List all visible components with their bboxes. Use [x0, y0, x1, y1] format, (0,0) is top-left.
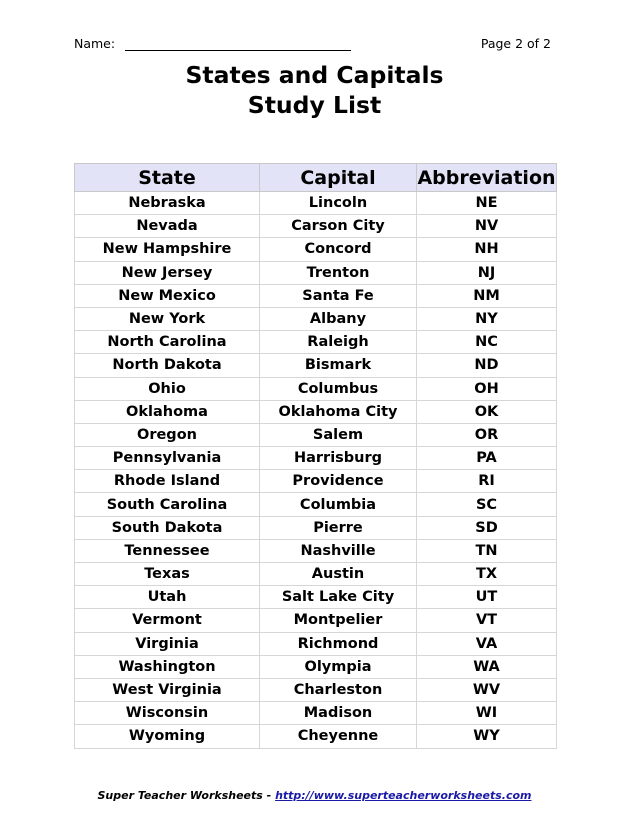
cell-capital: Carson City [260, 215, 417, 238]
states-capitals-table [74, 163, 557, 749]
table-row [75, 609, 557, 632]
cell-abbreviation: NM [417, 284, 557, 307]
table-row [75, 261, 557, 284]
cell-state: Vermont [75, 609, 260, 632]
table-row [75, 423, 557, 446]
table-row [75, 586, 557, 609]
table-row [75, 678, 557, 701]
cell-capital: Providence [260, 470, 417, 493]
cell-abbreviation: TN [417, 539, 557, 562]
table-row [75, 563, 557, 586]
cell-abbreviation: NH [417, 238, 557, 261]
cell-capital: Raleigh [260, 331, 417, 354]
cell-capital: Pierre [260, 516, 417, 539]
cell-state: Virginia [75, 632, 260, 655]
cell-abbreviation: SD [417, 516, 557, 539]
cell-abbreviation: OK [417, 400, 557, 423]
cell-abbreviation: VT [417, 609, 557, 632]
cell-state: Utah [75, 586, 260, 609]
cell-capital: Salem [260, 423, 417, 446]
cell-capital: Oklahoma City [260, 400, 417, 423]
cell-state: New Mexico [75, 284, 260, 307]
name-label: Name: [74, 36, 116, 51]
cell-abbreviation: WY [417, 725, 557, 748]
cell-capital: Salt Lake City [260, 586, 417, 609]
cell-capital: Cheyenne [260, 725, 417, 748]
table-row [75, 447, 557, 470]
title-line-2: Study List [247, 91, 382, 119]
table-body [75, 192, 557, 749]
cell-abbreviation: NE [417, 192, 557, 215]
table-row [75, 493, 557, 516]
cell-abbreviation: WA [417, 655, 557, 678]
cell-capital: Austin [260, 563, 417, 586]
name-blank-line[interactable] [125, 38, 351, 51]
cell-abbreviation: RI [417, 470, 557, 493]
cell-state: Wisconsin [75, 702, 260, 725]
table-row [75, 238, 557, 261]
table-row [75, 284, 557, 307]
column-header-capital: Capital [260, 164, 417, 192]
cell-capital: Lincoln [260, 192, 417, 215]
cell-state: Oregon [75, 423, 260, 446]
cell-abbreviation: OH [417, 377, 557, 400]
cell-state: Oklahoma [75, 400, 260, 423]
cell-state: Nevada [75, 215, 260, 238]
cell-state: Rhode Island [75, 470, 260, 493]
table-row [75, 215, 557, 238]
cell-abbreviation: VA [417, 632, 557, 655]
cell-capital: Nashville [260, 539, 417, 562]
cell-capital: Concord [260, 238, 417, 261]
cell-abbreviation: PA [417, 447, 557, 470]
cell-capital: Trenton [260, 261, 417, 284]
cell-state: New Hampshire [75, 238, 260, 261]
table-row [75, 655, 557, 678]
table-row [75, 377, 557, 400]
cell-state: Wyoming [75, 725, 260, 748]
table-row [75, 470, 557, 493]
cell-abbreviation: NJ [417, 261, 557, 284]
cell-capital: Santa Fe [260, 284, 417, 307]
column-header-state: State [75, 164, 260, 192]
table-row [75, 539, 557, 562]
cell-capital: Columbus [260, 377, 417, 400]
table-row [75, 354, 557, 377]
cell-capital: Richmond [260, 632, 417, 655]
cell-capital: Olympia [260, 655, 417, 678]
footer-url-link[interactable]: http://www.superteacherworksheets.com [275, 789, 532, 802]
footer-separator: - [266, 789, 272, 802]
cell-state: North Dakota [75, 354, 260, 377]
cell-state: New York [75, 307, 260, 330]
cell-abbreviation: ND [417, 354, 557, 377]
cell-abbreviation: WI [417, 702, 557, 725]
cell-abbreviation: UT [417, 586, 557, 609]
page-number: Page 2 of 2 [480, 36, 551, 51]
cell-capital: Bismark [260, 354, 417, 377]
cell-abbreviation: NV [417, 215, 557, 238]
column-header-abbreviation: Abbreviation [417, 164, 557, 192]
table-row [75, 331, 557, 354]
table-row [75, 192, 557, 215]
table-header-row [75, 164, 557, 192]
footer [0, 789, 629, 802]
footer-brand: Super Teacher Worksheets [97, 789, 263, 802]
cell-abbreviation: TX [417, 563, 557, 586]
name-field [74, 36, 351, 51]
cell-state: West Virginia [75, 678, 260, 701]
cell-capital: Madison [260, 702, 417, 725]
table-row [75, 516, 557, 539]
cell-state: New Jersey [75, 261, 260, 284]
cell-state: Tennessee [75, 539, 260, 562]
cell-state: North Carolina [75, 331, 260, 354]
cell-capital: Harrisburg [260, 447, 417, 470]
cell-state: Washington [75, 655, 260, 678]
cell-abbreviation: NC [417, 331, 557, 354]
table-row [75, 632, 557, 655]
cell-state: Pennsylvania [75, 447, 260, 470]
cell-abbreviation: WV [417, 678, 557, 701]
cell-capital: Albany [260, 307, 417, 330]
cell-state: South Dakota [75, 516, 260, 539]
table-row [75, 725, 557, 748]
cell-abbreviation: NY [417, 307, 557, 330]
table-row [75, 307, 557, 330]
title-line-1: States and Capitals [185, 61, 444, 89]
cell-state: South Carolina [75, 493, 260, 516]
cell-abbreviation: OR [417, 423, 557, 446]
cell-capital: Charleston [260, 678, 417, 701]
table-row [75, 702, 557, 725]
cell-capital: Montpelier [260, 609, 417, 632]
cell-state: Ohio [75, 377, 260, 400]
table-row [75, 400, 557, 423]
cell-abbreviation: SC [417, 493, 557, 516]
cell-state: Texas [75, 563, 260, 586]
cell-state: Nebraska [75, 192, 260, 215]
page-title [0, 60, 629, 120]
cell-capital: Columbia [260, 493, 417, 516]
